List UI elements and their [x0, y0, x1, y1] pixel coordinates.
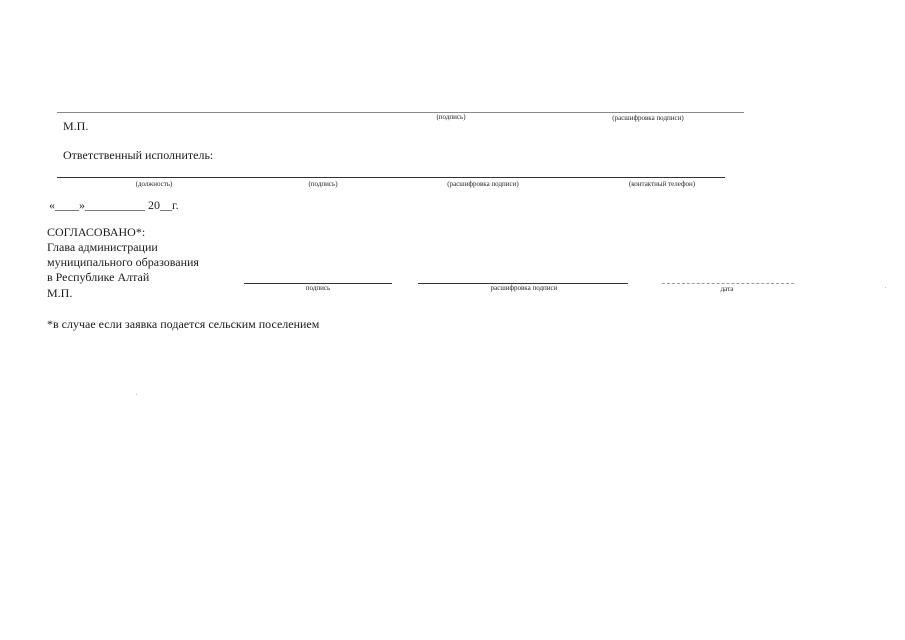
approval-line-3: в Республике Алтай — [47, 270, 150, 284]
approval-line-1: Глава администрации — [47, 240, 158, 254]
approval-heading: СОГЛАСОВАНО*: — [47, 225, 146, 239]
executor-signature-line — [57, 177, 725, 178]
executor-label: Ответственный исполнитель: — [63, 148, 214, 162]
top-decoding-caption: (расшифровка подписи) — [612, 114, 684, 122]
approval-signature-caption: подпись — [305, 284, 331, 292]
top-signature-line — [57, 112, 744, 113]
approval-decoding-caption: расшифровка подписи — [490, 284, 558, 292]
executor-decoding-caption: (расшифровка подписи) — [447, 180, 519, 188]
top-signature-caption: (подпись) — [436, 113, 466, 121]
approval-stamp: М.П. — [47, 286, 73, 300]
scan-speck — [885, 287, 886, 288]
executor-phone-caption: (контактный телефон) — [628, 180, 696, 188]
approval-line-2: муниципального образования — [47, 255, 199, 269]
approval-date-caption: дата — [720, 285, 734, 293]
executor-date-line: «____»__________ 20__г. — [49, 198, 179, 212]
scan-speck — [136, 394, 137, 395]
top-stamp-label: М.П. — [63, 119, 89, 133]
approval-date-line — [662, 283, 794, 284]
executor-signature-caption: (подпись) — [308, 180, 338, 188]
footnote: *в случае если заявка подается сельским поселением — [47, 317, 320, 331]
executor-position-caption: (должность) — [135, 180, 173, 188]
